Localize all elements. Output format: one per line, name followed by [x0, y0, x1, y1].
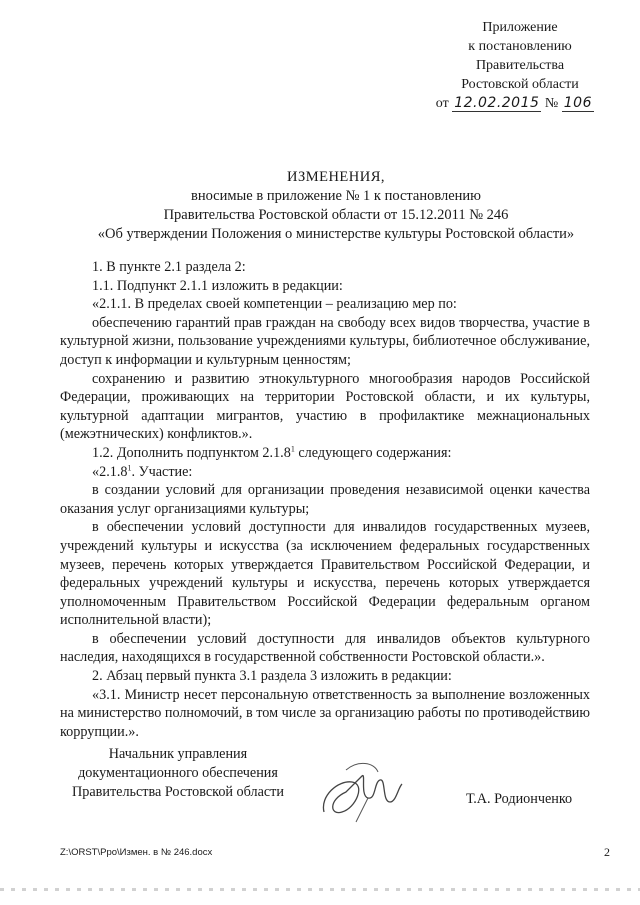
- superscript: 1: [290, 444, 295, 454]
- page-number: 2: [604, 845, 610, 859]
- handwritten-signature: [316, 752, 406, 824]
- paragraph: «3.1. Министр несет персональную ответственность за выполнение возложенных на министерство полномочий, в том числе за организацию работы по противодействию коррупции.».: [60, 686, 590, 740]
- document-body: [60, 258, 590, 741]
- paragraph: в создании условий для организации проведения независимой оценки качества оказания услуг организациями культуры;: [60, 482, 590, 517]
- handwritten-number: 106: [563, 95, 592, 111]
- text-run: 1.2. Дополнить подпунктом 2.1.8: [92, 444, 291, 461]
- annex-line: Приложение: [482, 20, 558, 35]
- paragraph: сохранению и развитию этнокультурного многообразия народов Российской Федерации, проживающих на территории Ростовской области, и их культуры, культурной адаптации мигрантов, участию в профилактике межнациональных (межэтнических) конфликтов.».: [60, 370, 590, 443]
- title-line: «Об утверждении Положения о министерстве культуры Ростовской области»: [97, 226, 575, 242]
- document-title: [60, 168, 612, 244]
- signatory-line: документационного обеспечения: [78, 765, 278, 781]
- annex-date-line: [420, 94, 620, 113]
- paragraph: [60, 463, 590, 482]
- paragraph: 1. В пункте 2.1 раздела 2:: [92, 259, 246, 275]
- text-run: следующего содержания:: [294, 444, 452, 461]
- annex-line: к постановлению: [468, 39, 572, 54]
- title-line: вносимые в приложение № 1 к постановлению: [190, 188, 482, 204]
- handwritten-date: 12.02.2015: [454, 95, 540, 111]
- annex-line: Ростовской области: [461, 77, 579, 92]
- file-path: Z:\ORST\Ppo\Измен. в № 246.docx: [60, 847, 213, 858]
- superscript: 1: [127, 462, 132, 472]
- paragraph: обеспечению гарантий прав граждан на свободу всех видов творчества, участие в культурной жизни, пользование учреждениями культуры, библиотечное обслуживание, доступ к информации и культурным ценностям;: [60, 314, 590, 368]
- date-prefix: от: [435, 96, 449, 111]
- scan-artifact: [0, 888, 640, 891]
- title-main: ИЗМЕНЕНИЯ,: [286, 169, 386, 185]
- title-line: Правительства Ростовской области от 15.12.2011 № 246: [163, 207, 509, 223]
- annex-line: Правительства: [475, 58, 565, 73]
- text-run: «2.1.8: [92, 463, 128, 480]
- paragraph: в обеспечении условий доступности для инвалидов объектов культурного наследия, находящихся в государственной собственности Ростовской области.».: [60, 630, 590, 666]
- signatory-position: [60, 745, 296, 802]
- paragraph: «2.1.1. В пределах своей компетенции – реализацию мер по:: [92, 296, 457, 313]
- paragraph: 2. Абзац первый пункта 3.1 раздела 3 изложить в редакции:: [92, 668, 452, 685]
- number-prefix: №: [544, 96, 559, 111]
- paragraph: в обеспечении условий доступности для инвалидов государственных музеев, учреждений культуры и искусства (за исключением федеральных государственных музеев, перечень которых утверждается Правительством Российской Федерации, и федеральных учреждений культуры и искусства, перечень которых утверждается уполномоченным Правительством Российской Федерации федеральным органом исполнительной власти);: [60, 519, 590, 629]
- signatory-name: Т.А. Родионченко: [466, 791, 573, 807]
- signatory-line: Правительства Ростовской области: [72, 784, 284, 800]
- text-run: . Участие:: [131, 463, 193, 480]
- paragraph: 1.1. Подпункт 2.1.1 изложить в редакции:: [92, 277, 343, 294]
- signatory-line: Начальник управления: [108, 746, 248, 762]
- paragraph: [60, 444, 590, 463]
- annex-header: [420, 18, 620, 113]
